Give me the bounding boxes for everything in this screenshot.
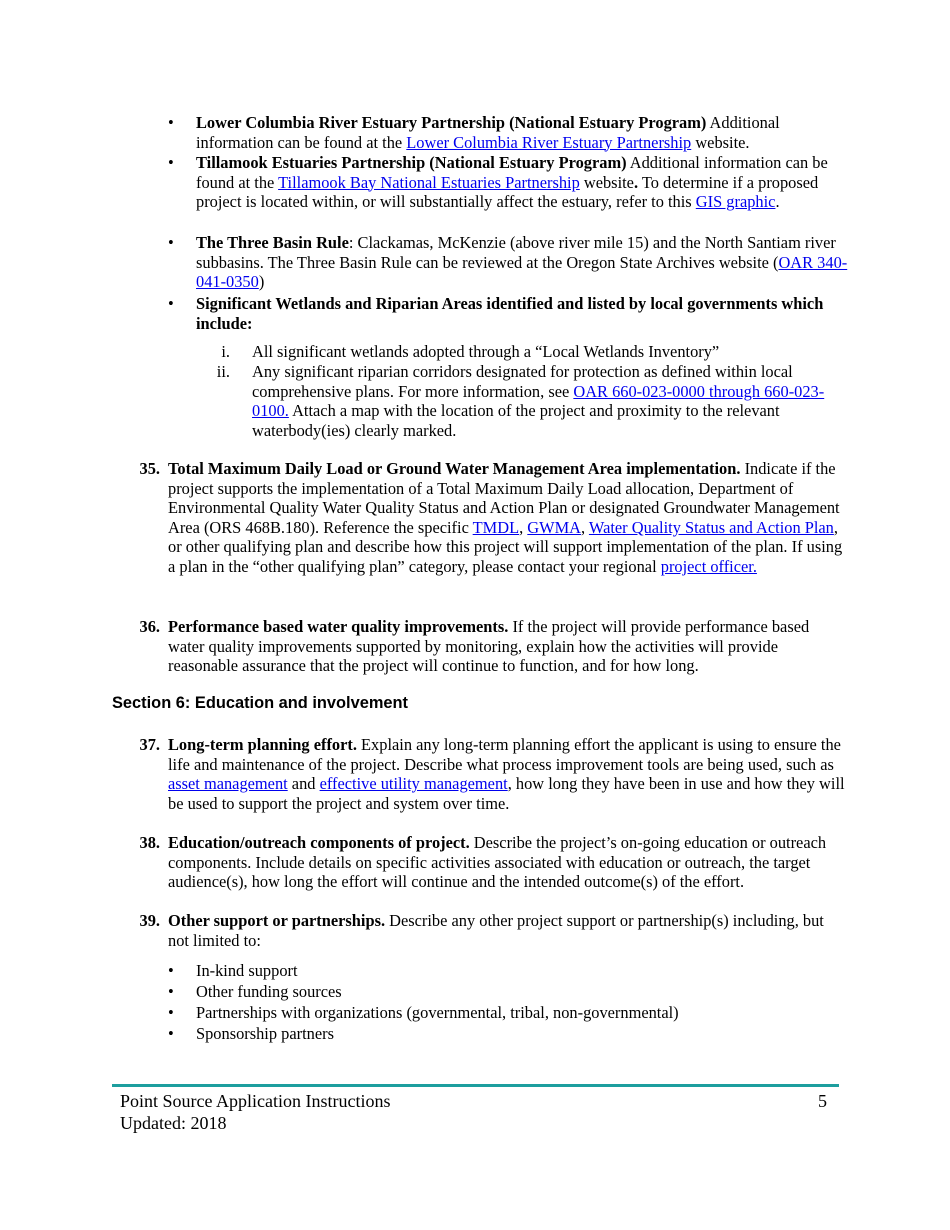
question-number: 35. [139,459,160,478]
item-title: Significant Wetlands and Riparian Areas identified and listed by local governments which include: [196,294,824,333]
bullet-icon: • [168,233,174,252]
item-text: To determine if a proposed project is located within, or will substantially affect the estuary, refer to this [196,172,819,212]
question-text: , how long they have been in use and how they will be used to support the project and system over time. [168,774,845,813]
item-title: Tillamook Estuaries Partnership (National Estuary Program) [196,153,627,172]
question-number: 36. [139,617,160,636]
bullet-item-three-basin-rule [168,233,848,292]
bullet-icon: • [168,153,174,172]
question-text: and [287,774,320,794]
bullet-icon: • [168,1003,174,1022]
question-text: Explain any long-term planning effort the applicant is using to ensure the life and maintenance of the project. Describe what process improvement tools are being used, such as [168,735,841,774]
item-text: : Clackamas, McKenzie (above river mile 15) and the North Santiam river subbasins. The Three Basin Rule can be reviewed at the Oregon State Archives website ( [196,233,836,272]
bullet-text: Partnerships with organizations (governmental, tribal, non-governmental) [196,1003,679,1022]
bullet-icon: • [168,982,174,1001]
roman-text: Any significant riparian corridors designated for protection as defined within local comprehensive plans. For more information, see [252,362,793,401]
tillamook-bay-link[interactable]: Tillamook Bay National Estuaries Partnership [278,172,580,192]
question-title: Education/outreach components of project. [168,833,470,852]
asset-management-link[interactable]: asset management [168,774,288,794]
separator: , [581,517,589,537]
item-title: The Three Basin Rule [196,233,349,252]
item-text: website. [691,132,750,152]
item-text: ) [258,272,265,292]
item-text: Additional information can be found at the [196,153,828,192]
footer-divider [112,1084,839,1087]
question-number: 39. [139,911,160,930]
item-text: website [579,172,634,192]
question-text: Indicate if the project supports the implementation of a Total Maximum Daily Load allocation, Department of Environmental Quality Water Quality Status and Action Plan or designated Groundwater Management Area (ORS 468B.180). Reference the specific [168,459,840,537]
item-text: Additional information can be found at the [196,113,780,152]
bullet-item-tillamook [168,153,848,212]
oar-340-link[interactable]: OAR 340-041-0350 [196,252,848,292]
roman-numeral: i. [221,342,230,361]
bullet-icon: • [168,1024,174,1043]
question-36 [126,617,846,676]
separator: , [519,517,528,537]
item-text-bold: . [633,172,639,192]
bullet-icon: • [168,294,174,313]
question-39 [126,911,846,950]
section-6-heading: Section 6: Education and involvement [112,694,408,712]
bullet-item-partnerships [168,1003,848,1023]
item-title: Lower Columbia River Estuary Partnership (National Estuary Program) [196,113,707,132]
roman-item-i [196,342,846,362]
question-text: , or other qualifying plan and describe how this project will support implementation of the plan. If using a plan in the “other qualifying plan” category, please contact your regional [168,517,843,576]
question-text: If the project will provide performance based water quality improvements supported by monitoring, explain how the activities will provide reasonable assurance that the project will continue to function, and for how long. [168,617,810,676]
bullet-item-sponsorship [168,1024,848,1044]
question-37 [126,735,846,813]
bullet-icon: • [168,961,174,980]
question-38 [126,833,846,892]
question-number: 38. [139,833,160,852]
question-title: Long-term planning effort. [168,735,357,754]
question-title: Total Maximum Daily Load or Ground Water Management Area implementation. [168,459,741,478]
page-number: 5 [818,1091,827,1111]
question-title: Performance based water quality improvements. [168,617,509,636]
roman-item-ii [196,362,846,440]
bullet-item-lower-columbia [168,113,848,152]
footer-title: Point Source Application Instructions [120,1091,391,1111]
bullet-item-other-funding [168,982,848,1002]
roman-text: Attach a map with the location of the project and proximity to the relevant waterbody(ies) clearly marked. [252,401,780,440]
footer-updated: Updated: 2018 [120,1113,227,1133]
gwma-link[interactable]: GWMA [527,517,582,537]
bullet-text: Other funding sources [196,982,342,1001]
water-quality-plan-link[interactable]: Water Quality Status and Action Plan [588,517,834,537]
bullet-icon: • [168,113,174,132]
question-35 [126,459,846,577]
roman-numeral: ii. [216,362,230,381]
question-number: 37. [139,735,160,754]
bullet-text: Sponsorship partners [196,1024,334,1043]
project-officer-link[interactable]: project officer. [660,556,757,576]
bullet-text: In-kind support [196,961,298,980]
bullet-item-significant-wetlands [168,294,848,333]
question-title: Other support or partnerships. [168,911,386,930]
effective-utility-management-link[interactable]: effective utility management [319,774,508,794]
tmdl-link[interactable]: TMDL [472,517,520,537]
gis-graphic-link[interactable]: GIS graphic [695,192,776,212]
bullet-item-in-kind [168,961,848,981]
question-text: Describe any other project support or partnership(s) including, but not limited to: [168,911,824,950]
roman-text: All significant wetlands adopted through a “Local Wetlands Inventory” [252,342,720,361]
footer-info [120,1090,390,1134]
oar-660-link[interactable]: OAR 660-023-0000 through 660-023-0100. [252,381,825,421]
question-text: Describe the project’s on-going education or outreach components. Include details on specific activities associated with education or outreach, the target audience(s), how long the effort will continue and the intended outcome(s) of the effort. [168,833,827,892]
lower-columbia-link[interactable]: Lower Columbia River Estuary Partnership [406,132,692,152]
item-text: . [775,192,780,212]
